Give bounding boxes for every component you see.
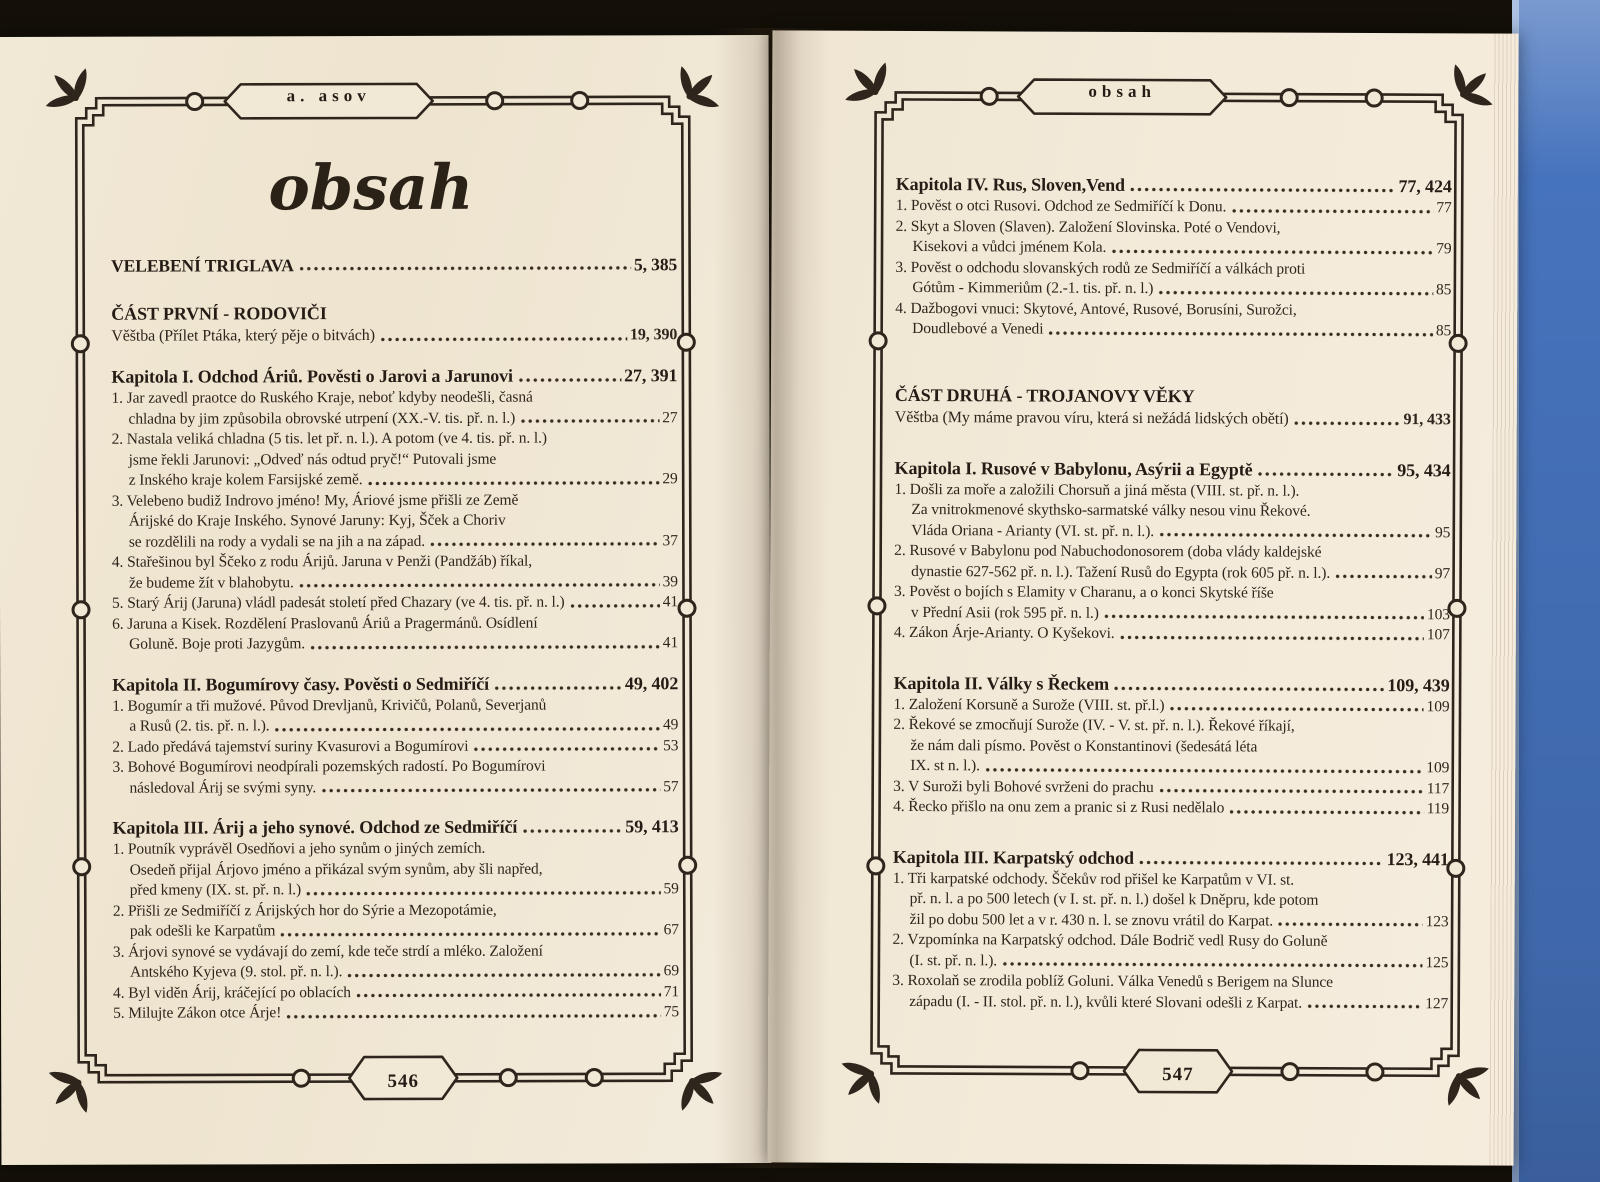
toc-item [893,715,1449,779]
chain-ring-icon [870,333,886,349]
dotted-leader [985,766,1423,775]
chain-ring-icon [679,600,695,616]
chain-ring-icon [680,857,696,873]
toc-row [112,469,678,491]
corner-trefoil-icon [1433,1051,1501,1119]
toc-item-line: 3. Pověst o odchodu slovanských rodů ze Sedmiříčí a válkách proti [895,258,1306,278]
toc-chapter-heading [894,671,1450,696]
toc-page-ref: 75 [663,1003,680,1021]
toc-page-ref: 117 [1426,779,1450,797]
toc-page-ref: 41 [662,593,679,611]
toc-text: Kapitola II. Bogumírovy časy. Pověsti o Sedmiříčí [112,673,490,695]
toc-page-ref: 29 [662,470,678,488]
dotted-leader [1159,531,1432,539]
toc-text: 2. Lado předává tajemství suriny Kvasurovi a Bogumírovi [112,737,469,756]
toc-text: a Rusů (2. tis. př. n. l.). [129,717,270,735]
toc-item-line: 1. Jar zavedl praotce do Ruského Kraje, neboť kdyby neodešli, časná [111,388,533,407]
toc-part-heading: ČÁST PRVNÍ - RODOVIČI [111,303,327,324]
toc-text: před kmeny (IX. st. př. n. l.) [129,881,302,899]
toc-text: západu (I. - II. stol. př. n. l.), kvůli které Slovani odešli z Karpat. [909,992,1303,1012]
toc-text: 4. Byl viděn Árij, kráčející po oblacích [113,983,351,1002]
toc-row [893,756,1449,779]
toc-entry [111,324,677,347]
toc-chapter-heading [896,173,1452,198]
toc-item [112,428,678,491]
toc-text: že budeme žít v blahobytu. [128,573,294,592]
toc-text: Kapitola I. Odchod Áriů. Pověsti o Jarovi a Jarunovi [111,365,513,387]
toc-page-ref: 119 [1426,800,1450,818]
toc-row [895,278,1451,301]
book-toc-title: obsah [268,150,474,225]
toc-text: 1. Pověst o otci Rusovi. Odchod ze Sedmiříčí k Donu. [895,196,1227,216]
toc-item-line: Árijské do Kraje Inského. Synové Jaruny: Kyj, Šček a Choriv [128,511,506,530]
toc-page-ref: 39 [662,572,678,590]
chain-ring-icon [572,92,588,108]
toc-text: 4. Zákon Árje-Arianty. O Kyšekovi. [893,623,1115,642]
dotted-leader [299,264,631,272]
toc-item-line: že nám dali písmo. Pověst o Konstantinovi (šedesátá léta [910,736,1258,756]
toc-list-left [111,253,679,1024]
toc-row [893,797,1449,820]
dotted-leader [1169,705,1423,713]
toc-page-ref: 49, 402 [624,672,679,693]
dotted-leader [380,335,627,343]
page-number-right: 547 [1162,1064,1194,1086]
toc-text: z Inského kraje kolem Farsijské země. [128,471,363,489]
toc-item [894,479,1450,543]
toc-text: Kapitola II. Války s Řeckem [893,672,1110,694]
toc-row [893,694,1449,717]
toc-page-ref: 95, 434 [1397,459,1451,480]
dotted-leader [522,827,622,834]
toc-item-line: 2. Řekové se zmocňují Surože (IV. - V. st. př. n. l.). Řekové říkají, [893,715,1295,735]
dotted-leader [356,991,661,999]
chain-ring-icon [586,1069,602,1085]
dotted-leader [286,1012,661,1020]
toc-page-ref: 77, 424 [1398,176,1452,197]
toc-text: Gótům - Kimmeriům (2.-1. tis. př. n. l.) [912,278,1154,298]
toc-item [895,298,1451,341]
dotted-leader [299,581,660,589]
corner-trefoil-icon [1438,52,1506,120]
dotted-leader [1231,207,1433,215]
toc-item [895,257,1451,300]
toc-item [893,868,1449,932]
toc-row [113,920,679,942]
toc-row [112,736,678,758]
dotted-leader [494,684,622,691]
chain-ring-icon [1281,90,1297,106]
corner-trefoil-icon [33,55,101,123]
toc-content-right [892,145,1452,1014]
toc-item [112,551,678,593]
toc-text: se rozdělili na rody a vydali se na jih a na západ. [128,532,426,551]
toc-row [112,777,678,799]
toc-text: Kapitola III. Árij a jeho synové. Odchod ze Sedmiříčí [112,816,518,838]
dotted-leader [1158,289,1433,297]
corner-trefoil-icon [833,49,901,117]
chain-ring-icon [73,602,89,618]
chain-ring-icon [868,858,884,874]
chain-ring-icon [1449,600,1465,616]
toc-row [894,602,1450,625]
toc-text: Kisekovi a vůdci jménem Kola. [912,237,1107,256]
toc-row [896,196,1452,219]
toc-row [112,633,678,655]
toc-item-line: 1. Došli za moře a založili Chorsuň a jiná města (VIII. st. př. n. l.). [894,480,1300,500]
toc-text: Antského Kyjeva (9. stol. př. n. l.). [129,963,343,981]
toc-row [113,961,679,983]
toc-chapter-heading [113,815,679,839]
dotted-leader [1130,186,1396,194]
toc-row [112,592,678,614]
toc-item-line: Osedeň přijal Árjovo jméno a přikázal svým synům, aby šli napřed, [129,860,543,879]
toc-item-line: 6. Jaruna a Kisek. Rozdělení Praslovanů Áriů a Pragermánů. Osídlení [112,614,538,633]
dotted-leader [306,889,660,897]
toc-row [113,1002,679,1024]
dotted-leader [1229,808,1423,816]
toc-text: 5. Milujte Zákon otce Árje! [113,1004,282,1022]
running-head-right: obsah [1088,81,1157,102]
toc-item [893,776,1449,799]
toc-item-line: 2. Nastala veliká chladna (5 tis. let př. n. l.). A potom (ve 4. tis. př. n. l.) [111,429,547,448]
toc-page-ref: 27 [662,408,678,426]
toc-item [111,387,677,429]
toc-page-ref: 85 [1435,322,1452,340]
toc-item [112,756,678,798]
toc-row [894,520,1450,543]
toc-part-heading: ČÁST DRUHÁ - TROJANOVY VĚKY [894,384,1195,406]
toc-item-line: 4. Stařešinou byl Ščeko z rodu Árijů. Jaruna v Penži (Pandžáb) říkal, [111,552,533,571]
toc-item-line: př. n. l. a po 500 letech (v I. st. př. n. l.) došel k Dněpru, kde potom [909,889,1319,909]
toc-item [892,971,1448,1014]
toc-item-line: 2. Přišli ze Sedmiříčí z Árijských hor do Sýrie a Mezopotámie, [112,901,497,920]
toc-page-ref: 67 [663,921,679,939]
toc-text: v Přední Asii (rok 595 př. n. l.) [910,603,1099,622]
toc-row [112,715,678,737]
toc-text: žil po dobu 500 let a v r. 430 n. l. se znovu vrátil do Karpat. [909,910,1274,930]
toc-entry [895,406,1451,430]
toc-page-ref: 57 [663,777,679,795]
chain-ring-icon [869,598,885,614]
toc-text: dynastie 627-562 př. n. l.). Tažení Rusů do Egypta (rok 605 př. n. l.). [911,562,1331,582]
dotted-leader [1257,470,1394,478]
toc-item [112,592,678,614]
toc-item [113,941,679,983]
toc-item-line: 2. Skyt a Sloven (Slaven). Založení Slovinska. Poté o Vendovi, [895,217,1281,237]
toc-page-ref: 107 [1426,626,1450,644]
toc-text: Kapitola I. Rusové v Babylonu, Asýrii a Egyptě [894,457,1253,479]
toc-page-ref: 125 [1425,953,1449,971]
toc-row [112,531,678,553]
chain-ring-icon [1366,90,1382,106]
toc-row [895,319,1451,342]
toc-page-ref: 79 [1436,240,1452,258]
corner-trefoil-icon [828,1048,896,1116]
toc-text: 5. Starý Árij (Jaruna) vládl padesát století před Chazary (ve 4. tis. př. n. l.) [111,593,565,612]
toc-row [113,982,679,1004]
toc-row [112,572,678,594]
dotted-leader [473,745,660,752]
toc-row [894,561,1450,584]
toc-item-line: Za vnitrokmenové skythsko-sarmatské války nesou vinu Řekové. [911,500,1311,520]
toc-item-line: 1. Bogumír a tři mužové. Původ Drevljanů, Krivičů, Polanů, Severjanů [112,696,547,715]
toc-item-line: 4. Dažbogovi vnuci: Skytové, Antové, Rusové, Borusíni, Surožci, [895,299,1297,319]
toc-text: Věštba (Přílet Ptáka, který pěje o bitvách) [111,327,375,345]
toc-item-line: 1. Tři karpatské odchody. Ščekův rod přišel ke Karpatům v VI. st. [892,869,1295,889]
toc-item-line: 2. Vzpomínka na Karpatský odchod. Dále Bodrič vedl Rusy do Goluně [892,930,1328,950]
toc-item-line: 2. Rusové v Babylonu pod Nabuchodonosorem (doba vlády kaldejské [894,541,1322,561]
chain-ring-icon [1072,1063,1088,1079]
toc-page-ref: 77 [1436,199,1452,217]
dotted-leader [1114,684,1384,692]
toc-item-line: 3. Bohové Bogumírovi neodpírali pozemských radostí. Po Bogumírovi [112,757,546,776]
page-number-left: 546 [387,1070,420,1092]
toc-item [113,982,679,1004]
dotted-leader [321,786,660,794]
toc-page-ref: 123 [1425,912,1449,930]
toc-item [892,930,1448,973]
toc-text: (I. st. př. n. l.). [909,951,998,969]
chain-ring-icon [74,859,90,875]
toc-page-ref: 109, 439 [1387,674,1450,695]
toc-item [894,541,1450,584]
toc-page-ref: 85 [1435,281,1452,299]
toc-text: následoval Árij se svými syny. [129,778,317,797]
corner-trefoil-icon [667,1056,735,1124]
toc-item [112,490,678,553]
toc-list-right [892,173,1452,1014]
toc-text: Věštba (My máme pravou víru, která si nežádá lidských obětí) [894,408,1289,428]
toc-item [113,1002,679,1024]
toc-page-ref: 59, 413 [625,816,679,837]
toc-item-line: 3. Roxolaň se zrodila poblíž Goluni. Válka Venedů s Berigem na Slunce [892,971,1334,991]
toc-page-ref: 103 [1426,605,1450,623]
book-page-right [768,30,1519,1165]
toc-item [894,623,1450,646]
toc-page-ref: 5, 385 [633,254,678,275]
toc-row [892,950,1448,973]
toc-page-ref: 37 [662,531,678,549]
toc-text: Vláda Oriana - Arianty (VI. st. př. n. l.). [911,521,1155,540]
toc-item [112,695,678,737]
toc-page-ref: 109 [1426,697,1450,715]
dotted-leader [570,602,660,609]
dotted-leader [1159,787,1424,795]
chain-ring-icon [72,336,88,352]
chain-ring-icon [678,334,694,350]
toc-row [895,237,1451,260]
toc-text: Kapitola III. Karpatský odchod [892,846,1134,868]
dotted-leader [1104,613,1424,621]
dotted-leader [368,479,660,487]
dotted-leader [430,540,660,548]
toc-text: IX. st n. l.). [910,756,980,775]
toc-item [893,694,1449,717]
chain-ring-icon [1367,1064,1383,1080]
corner-trefoil-icon [35,1057,103,1125]
toc-text: chladna by jim způsobila obrovské utrpení (XX.-V. tis. př. n. l.) [128,409,516,428]
chain-ring-icon [500,1070,516,1086]
book-cover-blue [1512,0,1600,1182]
toc-row [893,909,1449,932]
toc-text: 1. Založení Korsuně a Surože (VIII. st. př.l.) [893,695,1165,714]
toc-text: Goluně. Boje proti Jazygům. [129,635,306,653]
chain-ring-icon [1450,335,1466,351]
toc-page-ref: 41 [662,634,679,652]
toc-item-line: 3. Pověst o bojích s Elamity v Charanu, a o konci Skytské říše [893,582,1274,602]
toc-row [892,991,1448,1014]
toc-page-ref: 109 [1426,759,1450,777]
toc-page-ref: 127 [1425,994,1449,1012]
dotted-leader [520,417,659,424]
toc-item-line: jsme řekli Jarunovi: „Odveď nás odtud pryč!“ Putovali jsme [128,450,497,469]
chain-ring-icon [187,93,203,109]
toc-page-ref: 53 [663,736,679,754]
toc-text: VELEBENÍ TRIGLAVA [111,255,294,276]
toc-page-ref: 91, 433 [1403,410,1451,428]
toc-row [893,776,1449,799]
toc-chapter-heading [112,672,678,696]
toc-main-entry [111,253,677,276]
toc-item [112,613,678,655]
toc-page-ref: 69 [663,962,679,980]
toc-content-left [111,149,679,1024]
toc-page-ref: 19, 390 [629,326,678,344]
dotted-leader [1120,633,1424,641]
toc-text: Doudlebové a Venedi [912,319,1044,338]
toc-text: pak odešli ke Karpatům [129,922,276,940]
chain-ring-icon [293,1070,309,1086]
chain-ring-icon [1448,860,1464,876]
chain-ring-icon [487,93,503,109]
toc-chapter-heading [893,845,1449,870]
chain-ring-icon [981,88,997,104]
dotted-leader [1139,858,1384,866]
toc-row [894,623,1450,646]
dotted-leader [1278,921,1423,929]
dotted-leader [280,930,660,938]
toc-page-ref: 27, 391 [624,365,678,386]
toc-page-ref: 123, 441 [1386,848,1449,869]
toc-chapter-heading [111,364,677,388]
toc-item [113,900,679,942]
toc-text: Kapitola IV. Rus, Sloven,Vend [895,173,1126,195]
toc-text: 3. V Suroži byli Bohové svrženi do prachu [893,777,1154,796]
toc-item [896,196,1452,219]
dotted-leader [275,725,660,733]
corner-trefoil-icon [665,54,733,122]
toc-item-line: 3. Árjovi synové se vydávají do zemí, kde teče strdí a mléko. Založení [112,942,543,961]
dotted-leader [347,971,660,979]
toc-page-ref: 95 [1434,523,1451,541]
toc-item [895,216,1451,259]
toc-page-ref: 49 [662,716,679,734]
dotted-leader [310,643,660,651]
dotted-leader [1002,960,1422,969]
dotted-leader [1335,573,1432,580]
dotted-leader [1294,419,1401,426]
toc-row [113,879,679,901]
toc-row [111,408,677,430]
toc-item [894,582,1450,625]
book-page-left [0,35,771,1165]
toc-page-ref: 71 [663,982,680,1000]
chain-ring-icon [1282,1064,1298,1080]
toc-item-line: 1. Poutník vyprávěl Osedňovi a jeho synům o jiných zemích. [112,839,486,858]
toc-page-ref: 59 [663,880,679,898]
running-head-left: a. asov [286,86,371,106]
toc-item-line: 3. Velebeno budiž Indrovo jméno! My, Áriové jsme přišli ze Země [111,491,519,510]
dotted-leader [518,376,621,383]
toc-page-ref: 97 [1434,564,1451,582]
dotted-leader [1048,329,1432,338]
toc-chapter-heading [895,456,1451,481]
toc-item [113,838,679,901]
dotted-leader [1111,247,1433,255]
toc-item [893,797,1449,820]
dotted-leader [1307,1003,1422,1011]
toc-item [112,736,678,758]
toc-text: 4. Řecko přišlo na onu zem a pranic si z Rusi nedělalo [893,797,1225,817]
